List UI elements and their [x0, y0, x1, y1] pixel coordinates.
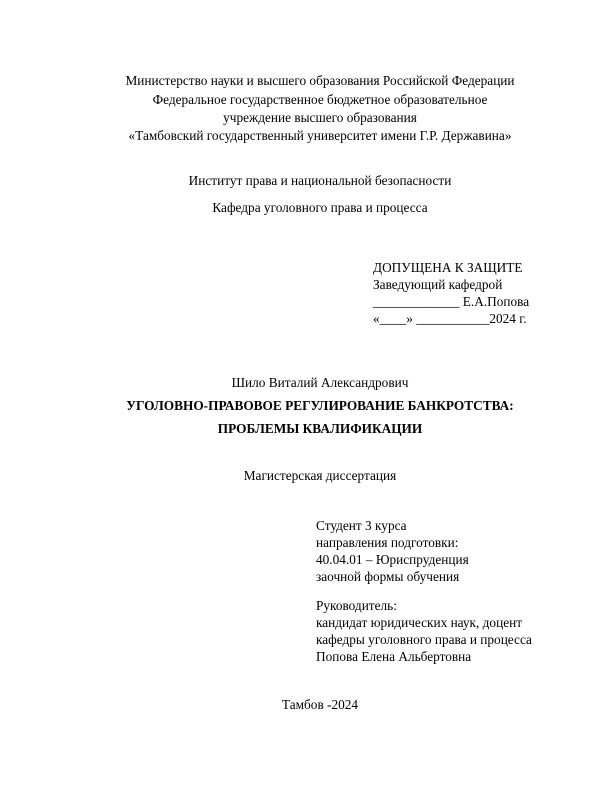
student-study-form: заочной формы обучения	[316, 569, 460, 584]
student-direction-label: направления подготовки:	[316, 535, 459, 550]
approval-status: ДОПУЩЕНА К ЗАЩИТЕ	[373, 260, 523, 275]
student-course: Студент 3 курса	[316, 518, 407, 533]
student-direction: 40.04.01 – Юриспруденция	[316, 552, 469, 567]
thesis-title-line-1: УГОЛОВНО-ПРАВОВОЕ РЕГУЛИРОВАНИЕ БАНКРОТСТВА:	[126, 398, 514, 413]
university-name: «Тамбовский государственный университет имени Г.Р. Державина»	[128, 128, 512, 143]
supervisor-name: Попова Елена Альбертовна	[316, 649, 472, 664]
approval-signature-line: _____________ Е.А.Попова	[373, 294, 530, 309]
institution-line-1: Федеральное государственное бюджетное образовательное	[152, 92, 488, 107]
institute-name: Институт права и национальной безопасности	[188, 173, 452, 188]
thesis-title-line-2: ПРОБЛЕМЫ КВАЛИФИКАЦИИ	[217, 421, 423, 436]
thesis-type: Магистерская диссертация	[243, 468, 397, 483]
ministry-name: Министерство науки и высшего образования Российской Федерации	[125, 73, 515, 88]
approval-role: Заведующий кафедрой	[373, 277, 503, 292]
supervisor-degree: кандидат юридических наук, доцент	[316, 615, 523, 630]
author-name: Шило Виталий Александрович	[231, 375, 409, 390]
institution-line-2: учреждение высшего образования	[223, 110, 417, 125]
city-year: Тамбов -2024	[281, 697, 359, 712]
department-name: Кафедра уголовного права и процесса	[212, 200, 428, 215]
supervisor-label: Руководитель:	[316, 598, 397, 613]
supervisor-department: кафедры уголовного права и процесса	[316, 632, 532, 647]
approval-date-line: «____» ___________2024 г.	[373, 311, 527, 326]
